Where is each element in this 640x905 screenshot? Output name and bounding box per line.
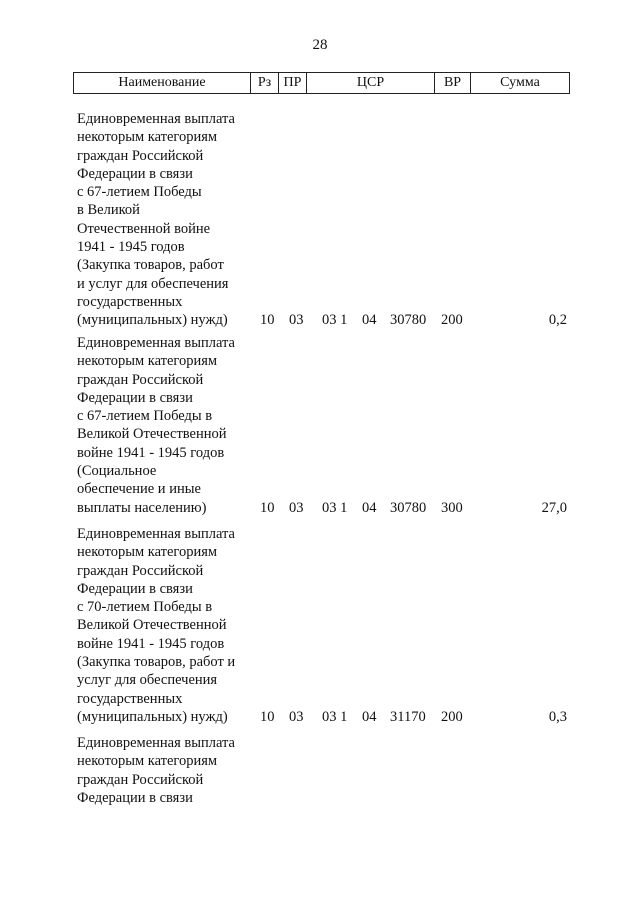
row-name-line: Федерации в связи: [77, 789, 193, 806]
row-name-line: (муниципальных) нужд): [77, 708, 228, 725]
row-name-line: обеспечение и иные: [77, 481, 201, 498]
pr-value: 03: [289, 499, 304, 516]
row-name-line: (муниципальных) нужд): [77, 312, 228, 329]
vr-value: 300: [441, 499, 463, 516]
csr-program-value: 03 1: [322, 312, 348, 329]
page-number: 28: [312, 37, 328, 53]
csr-subprogram-value: 04: [362, 312, 377, 329]
rz-value: 10: [260, 499, 275, 516]
row-name-line: некоторым категориям: [77, 753, 218, 770]
csr-subprogram-value: 04: [362, 499, 377, 516]
rz-value: 10: [260, 312, 275, 329]
vr-value: 200: [441, 312, 463, 329]
row-name-line: Единовременная выплата: [77, 526, 235, 542]
row-name: [77, 734, 257, 807]
row-name-line: граждан Российской: [77, 562, 204, 579]
csr-code-value: 31170: [390, 709, 426, 725]
row-name-line: Федерации в связи: [77, 389, 193, 406]
csr-code-value: 30780: [390, 499, 427, 516]
row-name-line: с 67-летием Победы: [77, 184, 202, 201]
table-header: [73, 72, 570, 94]
row-name-line: некоторым категориям: [77, 353, 218, 370]
row-name-line: Великой Отечественной: [77, 426, 227, 443]
row-name-line: (Закупка товаров, работ: [77, 257, 224, 274]
header-pr: ПР: [278, 73, 306, 93]
row-name-line: Великой Отечественной: [77, 617, 227, 634]
row-name-line: услуг для обеспечения: [77, 672, 218, 689]
row-name-line: некоторым категориям: [77, 129, 218, 146]
row-name-line: государственных: [77, 690, 183, 707]
sum-value: 0,2: [548, 312, 567, 329]
row-name-line: с 70-летием Победы в: [77, 599, 213, 616]
row-name-line: Единовременная выплата: [77, 335, 235, 351]
row-name-line: граждан Российской: [77, 771, 204, 788]
row-name-line: Единовременная выплата: [77, 111, 235, 127]
row-name: [77, 110, 257, 330]
sum-value: 0,3: [548, 709, 567, 725]
row-name-line: выплаты населению): [77, 499, 207, 516]
header-vr: ВР: [434, 73, 470, 93]
row-name-line: (Социальное: [77, 463, 157, 480]
header-csr: ЦСР: [306, 73, 434, 93]
vr-value: 200: [441, 709, 463, 725]
row-name-line: граждан Российской: [77, 147, 204, 164]
row-name-line: государственных: [77, 293, 183, 310]
header-name: Наименование: [118, 75, 206, 90]
row-name-line: граждан Российской: [77, 371, 204, 388]
row-name-line: войне 1941 - 1945 годов: [77, 444, 225, 461]
csr-program-value: 03 1: [322, 709, 348, 725]
header-sum: Сумма: [470, 73, 569, 93]
row-name: [77, 334, 257, 517]
row-name-line: войне 1941 - 1945 годов: [77, 635, 225, 652]
row-name: [77, 525, 257, 726]
row-name-line: и услуг для обеспечения: [77, 275, 229, 292]
row-name-line: в Великой: [77, 202, 140, 219]
csr-subprogram-value: 04: [362, 709, 377, 725]
csr-code-value: 30780: [390, 312, 427, 329]
rz-value: 10: [260, 709, 275, 725]
csr-program-value: 03 1: [322, 499, 348, 516]
pr-value: 03: [289, 709, 304, 725]
row-name-line: некоторым категориям: [77, 544, 218, 561]
row-name-line: Федерации в связи: [77, 580, 193, 597]
row-name-line: (Закупка товаров, работ и: [77, 654, 236, 671]
pr-value: 03: [289, 312, 304, 329]
row-name-line: 1941 - 1945 годов: [77, 239, 185, 256]
row-name-line: с 67-летием Победы в: [77, 408, 213, 425]
row-name-line: Единовременная выплата: [77, 735, 235, 751]
row-name-line: Федерации в связи: [77, 165, 193, 182]
row-name-line: Отечественной войне: [77, 220, 211, 237]
header-rz: Рз: [250, 73, 278, 93]
sum-value: 27,0: [541, 499, 567, 516]
